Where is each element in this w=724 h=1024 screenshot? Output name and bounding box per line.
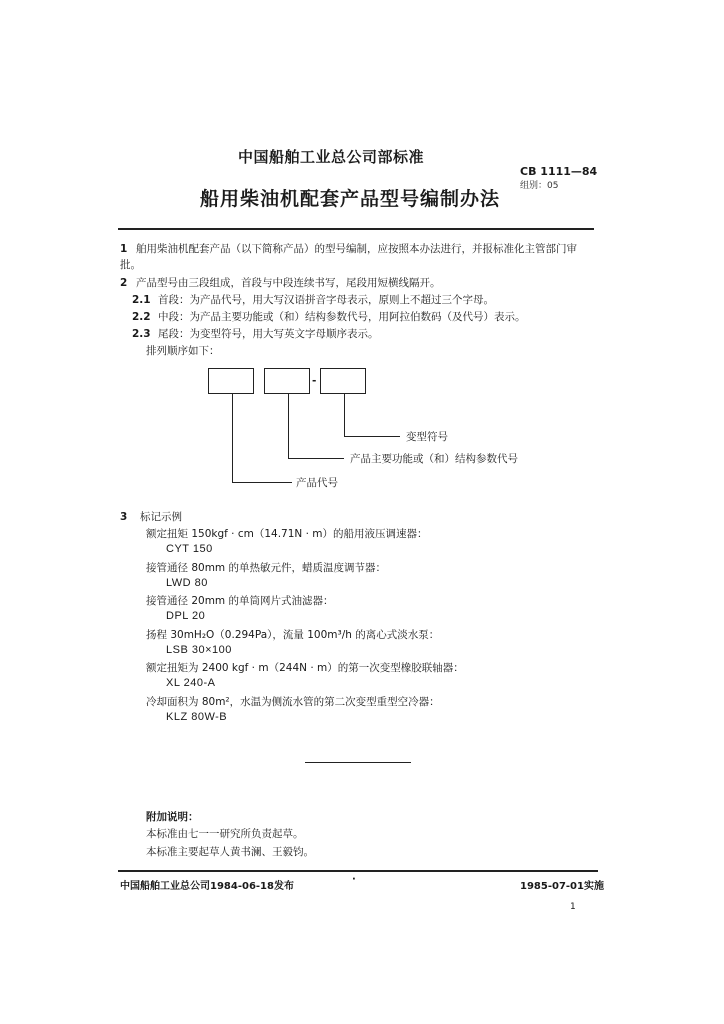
section-2-number: 2 [120,277,128,289]
end-rule [305,762,411,763]
example-code: XL 240-A [166,677,216,689]
code-leader-vertical [232,394,233,482]
notes-line-2: 本标准主要起草人黄书澜、王毅钧。 [146,846,314,858]
effective-date: 1985-07-01实施 [520,881,604,892]
example-desc: 额定扭矩 150kgf · cm（14.71N · m）的船用液压调速器： [146,528,428,540]
section-2-2-text: 中段：为产品主要功能或（和）结构参数代号，用阿拉伯数码（及代号）表示。 [158,311,526,323]
first-segment-box [208,368,254,394]
example-code: DPL 20 [166,610,206,622]
notes-title: 附加说明： [146,811,199,823]
example-desc: 冷却面积为 80m²，水温为侧流水管的第二次变型重型空冷器： [146,696,440,708]
example-code: LSB 30×100 [166,644,232,656]
example-desc: 扬程 30mH₂O（0.294Pa），流量 100m³/h 的离心式淡水泵： [146,629,440,641]
standard-code: CB 1111—84 [520,165,598,178]
footer-dot: · [352,874,356,885]
label-param: 产品主要功能或（和）结构参数代号 [350,453,518,465]
last-segment-box [320,368,366,394]
section-2-3-number: 2.3 [132,328,151,340]
section-2-1-number: 2.1 [132,294,151,306]
header-rule [118,228,594,230]
variant-leader-vertical [344,394,345,436]
section-2-3-text: 尾段：为变型符号，用大写英文字母顺序表示。 [158,328,379,340]
variant-leader-horizontal [344,436,400,437]
segment-separator-dash: - [312,375,317,387]
notes-line-1: 本标准由七一一研究所负责起草。 [146,828,304,840]
page-number: 1 [570,902,576,912]
order-text: 排列顺序如下： [146,345,220,357]
section-2-1-text: 首段：为产品代号，用大写汉语拼音字母表示，原则上不超过三个字母。 [158,294,494,306]
issuing-organization: 中国船舶工业总公司部标准 [238,148,425,166]
section-1-line-1: 舶用柴油机配套产品（以下简称产品）的型号编制，应按照本办法进行，并报标准化主管部门审 [136,243,577,255]
example-desc: 额定扭矩为 2400 kgf · m（244N · m）的第一次变型橡胶联轴器： [146,662,464,674]
classification: 组别：05 [520,181,559,191]
document-title: 船用柴油机配套产品型号编制办法 [200,188,501,210]
example-desc: 接管通径 80mm 的单热敏元件，蜡质温度调节器： [146,562,386,574]
middle-segment-box [264,368,310,394]
section-3-number: 3 [120,511,128,523]
section-2-text: 产品型号由三段组成，首段与中段连续书写，尾段用短横线隔开。 [136,277,441,289]
publish-info: 中国船舶工业总公司1984-06-18发布 [120,881,294,892]
example-code: CYT 150 [166,543,213,555]
example-code: LWD 80 [166,577,208,589]
example-code: KLZ 80W-B [166,711,228,723]
code-leader-horizontal [232,482,292,483]
footer-rule [118,870,598,872]
section-2-2-number: 2.2 [132,311,151,323]
section-1-line-2: 批。 [120,259,141,271]
example-desc: 接管通径 20mm 的单筒网片式油滤器： [146,595,334,607]
param-leader-horizontal [288,458,344,459]
label-variant: 变型符号 [406,431,448,443]
section-1-number: 1 [120,243,128,255]
param-leader-vertical [288,394,289,458]
section-3-heading: 标记示例 [140,511,182,523]
label-code: 产品代号 [296,477,338,489]
